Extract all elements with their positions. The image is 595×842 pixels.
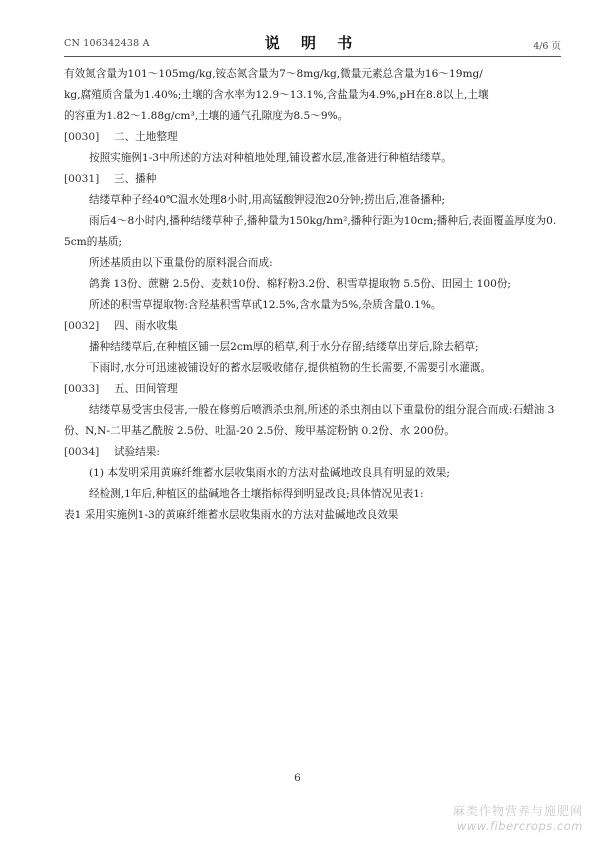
paragraph-0032: [64, 316, 561, 337]
body-line: 所述基质由以下重量份的原料混合而成:: [89, 257, 273, 269]
body-paragraph: 结缕草易受害虫侵害,一般在修剪后喷洒杀虫剂,所述的杀虫剂由以下重量份的组分混合而成:石蜡油 3份、N,N-二甲基乙酰胺 2.5份、吐温-20 2.5份、羧甲基淀粉钠 0.2份、水 200份。: [64, 404, 555, 437]
section-heading: 四、雨水收集: [114, 320, 178, 332]
table-caption: 表1 采用实施例1-3的黄麻纤维蓄水层收集雨水的方法对盐碱地改良效果: [64, 509, 399, 521]
paragraph-number: [0033]: [64, 383, 100, 395]
paragraph-0031: [64, 169, 561, 190]
section-heading: 试验结果:: [114, 446, 160, 458]
paragraph-number: [0031]: [64, 173, 100, 185]
page-indicator: 4/6 页: [533, 41, 561, 52]
paragraph-number: [0032]: [64, 320, 100, 332]
patent-number: CN 106342438 A: [64, 38, 150, 49]
body-line: 的容重为1.82～1.88g/cm³,土壤的通气孔隙度为8.5～9%。: [64, 110, 349, 122]
header-divider: [64, 56, 561, 57]
body-paragraph: 鸽粪 13份、蔗糖 2.5份、麦麸10份、棉籽粉3.2份、积雪草提取物 5.5份、田园土 100份;: [89, 278, 511, 290]
paragraph-0030: [64, 127, 561, 148]
section-heading: 二、土地整理: [114, 131, 178, 143]
body-line: 经检测,1年后,种植区的盐碱地各土壤指标得到明显改良;具体情况见表1:: [89, 488, 424, 500]
paragraph-0034: [64, 442, 561, 463]
section-heading: 三、播种: [114, 173, 157, 185]
paragraph-0033: [64, 379, 561, 400]
watermark-url: www.fibercrops.com: [456, 819, 583, 833]
document-body: [64, 64, 561, 526]
document-title: 说 明 书: [264, 34, 361, 52]
site-watermark: [453, 804, 583, 834]
body-line: 结缕草种子经40℃温水处理8小时,用高锰酸钾浸泡20分钟;捞出后,准备播种;: [89, 194, 446, 206]
body-line: (1) 本发明采用黄麻纤维蓄水层收集雨水的方法对盐碱地改良具有明显的效果;: [89, 467, 450, 479]
watermark-title: 麻类作物营养与施肥网: [452, 804, 583, 818]
body-line: 有效氮含量为101～105mg/kg,铵态氮含量为7～8mg/kg,微量元素总含量为16～19mg/: [64, 68, 483, 80]
body-line: 所述的积雪草提取物:含羟基积雪草甙12.5%,含水量为5%,杂质含量0.1%。: [89, 299, 442, 311]
section-heading: 五、田间管理: [114, 383, 178, 395]
paragraph-number: [0034]: [64, 446, 100, 458]
body-line: kg,腐殖质含量为1.40%;土壤的含水率为12.9～13.1%,含盐量为4.9%,pH在8.8以上,土壤: [64, 89, 489, 101]
page-number: 6: [294, 772, 301, 784]
page-header: [64, 30, 561, 54]
body-line: 按照实施例1-3中所述的方法对种植地处理,铺设蓄水层,准备进行种植结缕草。: [89, 152, 452, 164]
body-paragraph: 下雨时,水分可迅速被铺设好的蓄水层吸收储存,提供植物的生长需要,不需要引水灌溉。: [89, 362, 492, 374]
body-paragraph: 雨后4～8小时内,播种结缕草种子,播种量为150kg/hm²,播种行距为10cm;播种后,表面覆盖厚度为0.5cm的基质;: [64, 215, 557, 248]
paragraph-number: [0030]: [64, 131, 100, 143]
body-paragraph: 播种结缕草后,在种植区铺一层2cm厚的稻草,利于水分存留;结缕草出芽后,除去稻草;: [89, 341, 479, 353]
